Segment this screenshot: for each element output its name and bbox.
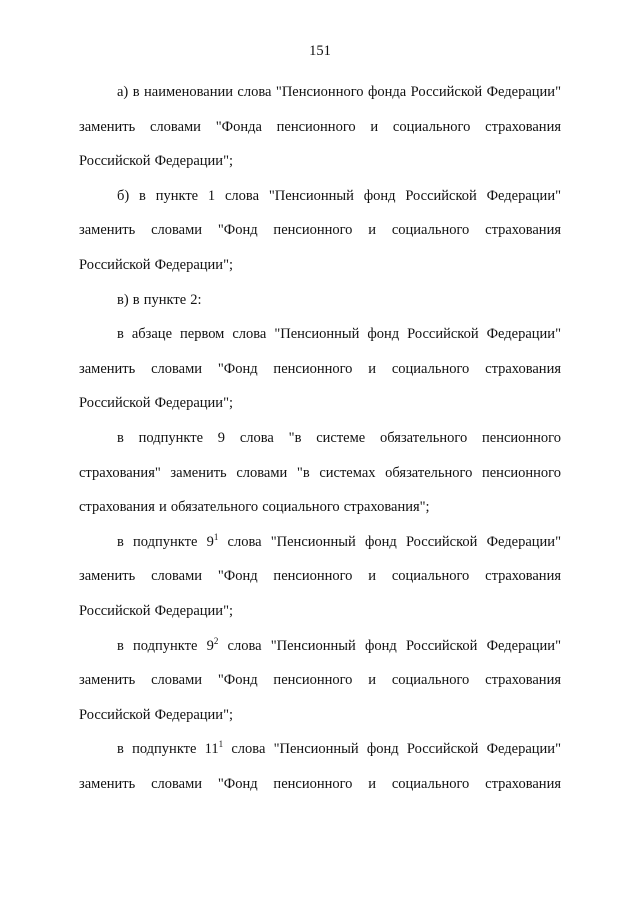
page-number: 151	[309, 43, 331, 59]
paragraph-a: а) в наименовании слова "Пенсионного фонда Российской Федерации" заменить словами "Фонда пенсионного и социального страхования Российской Федерации";	[79, 84, 561, 170]
paragraph-first-abzats: в абзаце первом слова "Пенсионный фонд Российской Федерации" заменить словами "Фонд пенсионного и социального страхования Российской Федерации";	[79, 326, 561, 412]
superscript-index: 1	[218, 739, 224, 750]
paragraph-b: б) в пункте 1 слова "Пенсионный фонд Российской Федерации" заменить словами "Фонд пенсионного и социального страхования Российской Федерации";	[79, 187, 561, 273]
paragraph-subpoint-9-2-rest: слова "Пенсионный фонд Российской Федерации" заменить словами "Фонд пенсионного и социального страхования Российской Федерации";	[79, 637, 561, 723]
paragraph-subpoint-11-1-prefix: в подпункте 11	[117, 741, 219, 758]
paragraph-subpoint-9-2-prefix: в подпункте 9	[117, 637, 214, 654]
paragraph-subpoint-9: в подпункте 9 слова "в системе обязательного пенсионного страхования" заменить словами "в системах обязательного пенсионного страхования и обязательного социального страхования";	[79, 429, 561, 516]
paragraph-subpoint-11-1-rest: слова "Пенсионный фонд Российской Федерации" заменить словами "Фонд пенсионного и социального страхования	[79, 741, 561, 792]
paragraph-subpoint-9-1-rest: слова "Пенсионный фонд Российской Федерации" заменить словами "Фонд пенсионного и социального страхования Российской Федерации";	[79, 533, 561, 619]
superscript-index: 2	[213, 635, 219, 646]
paragraph-subpoint-9-1	[79, 525, 561, 629]
paragraph-v: в) в пункте 2:	[117, 291, 202, 308]
paragraph-subpoint-9-2	[79, 629, 561, 733]
paragraph-subpoint-11-1	[79, 732, 561, 801]
paragraph-subpoint-9-1-prefix: в подпункте 9	[117, 533, 214, 550]
page-content	[79, 75, 561, 801]
superscript-index: 1	[213, 531, 219, 542]
